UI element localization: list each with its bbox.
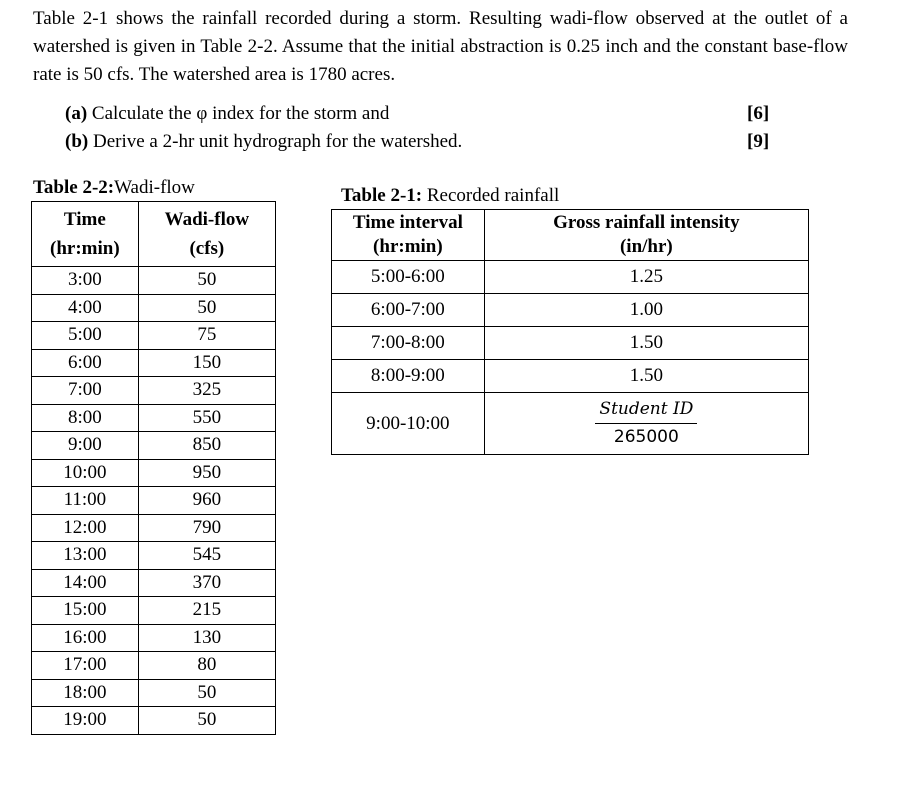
table-2-1-caption [341, 184, 559, 208]
wadi-flow-cell: 790 [138, 514, 275, 542]
question-b-text: Derive a 2-hr unit hydrograph for the watershed. [88, 131, 463, 152]
question-b-label: (b) [65, 131, 89, 152]
table-row [32, 597, 276, 625]
table-row [32, 377, 276, 405]
time-cell: 9:00 [32, 432, 139, 460]
time-interval-cell: 5:00-6:00 [332, 261, 485, 294]
rainfall-intensity-fraction-cell [484, 393, 808, 455]
header-time-line2: (hr:min) [50, 238, 120, 259]
question-a-points: [6] [747, 103, 770, 124]
header-time-line1: Time [63, 209, 106, 230]
time-cell: 6:00 [32, 349, 139, 377]
time-cell: 13:00 [32, 542, 139, 570]
student-id-fraction [595, 397, 697, 450]
time-cell: 11:00 [32, 487, 139, 515]
table-2-1-caption-label: Table 2-1: [341, 185, 423, 206]
fraction-numerator: Student ID [595, 397, 697, 424]
wadi-flow-cell: 850 [138, 432, 275, 460]
wadi-flow-cell: 80 [138, 652, 275, 680]
time-cell: 7:00 [32, 377, 139, 405]
table-header-row [32, 202, 276, 267]
rainfall-intensity-cell: 1.50 [484, 360, 808, 393]
header-time [32, 202, 139, 267]
table-row [332, 393, 809, 455]
time-cell: 12:00 [32, 514, 139, 542]
rainfall-intensity-cell: 1.50 [484, 327, 808, 360]
time-cell: 14:00 [32, 569, 139, 597]
problem-statement: Table 2-1 shows the rainfall recorded during a storm. Resulting wadi-flow observed at the outlet of a watershed is given in Table 2-2. Assume that the initial abstraction is 0.25 inch and the constant base-flow rate is 50 cfs. The watershed area is 1780 acres. [33, 8, 848, 85]
time-interval-cell: 6:00-7:00 [332, 294, 485, 327]
wadi-flow-cell: 550 [138, 404, 275, 432]
time-cell: 15:00 [32, 597, 139, 625]
table-row [32, 404, 276, 432]
header-wadi-flow-line2: (cfs) [189, 238, 225, 259]
table-row [32, 349, 276, 377]
table-row [32, 459, 276, 487]
table-row [32, 542, 276, 570]
table-row [32, 652, 276, 680]
wadi-flow-cell: 50 [138, 267, 275, 295]
question-a [65, 100, 785, 128]
table-2-2-caption-label: Table 2-2: [33, 177, 115, 198]
header-wadi-flow [138, 202, 275, 267]
table-row [32, 322, 276, 350]
time-cell: 17:00 [32, 652, 139, 680]
table-row [32, 514, 276, 542]
time-cell: 18:00 [32, 679, 139, 707]
header-rainfall-intensity [484, 210, 808, 261]
header-rainfall-intensity-line1: Gross rainfall intensity [553, 212, 740, 233]
table-2-2-caption [33, 176, 195, 200]
time-cell: 10:00 [32, 459, 139, 487]
recorded-rainfall-table [331, 209, 809, 455]
time-cell: 16:00 [32, 624, 139, 652]
header-rainfall-intensity-line2: (in/hr) [619, 236, 673, 257]
table-2-1-caption-text: Recorded rainfall [422, 185, 560, 206]
time-interval-cell: 8:00-9:00 [332, 360, 485, 393]
table-row [332, 294, 809, 327]
table-row [32, 569, 276, 597]
question-b [65, 128, 785, 156]
header-time-interval-line2: (hr:min) [373, 236, 443, 257]
wadi-flow-cell: 215 [138, 597, 275, 625]
wadi-flow-cell: 950 [138, 459, 275, 487]
table-row [332, 360, 809, 393]
wadi-flow-cell: 50 [138, 294, 275, 322]
table-row [32, 624, 276, 652]
header-time-interval-line1: Time interval [352, 212, 463, 233]
table-row [32, 707, 276, 735]
time-cell: 19:00 [32, 707, 139, 735]
wadi-flow-cell: 960 [138, 487, 275, 515]
wadi-flow-cell: 130 [138, 624, 275, 652]
time-cell: 8:00 [32, 404, 139, 432]
table-row [32, 432, 276, 460]
header-wadi-flow-line1: Wadi-flow [164, 209, 250, 230]
wadi-flow-cell: 75 [138, 322, 275, 350]
header-time-interval [332, 210, 485, 261]
time-cell: 3:00 [32, 267, 139, 295]
table-row [32, 294, 276, 322]
table-row [32, 487, 276, 515]
table-row [332, 261, 809, 294]
time-cell: 5:00 [32, 322, 139, 350]
wadi-flow-cell: 370 [138, 569, 275, 597]
question-b-points: [9] [747, 131, 770, 152]
wadi-flow-cell: 545 [138, 542, 275, 570]
wadi-flow-cell: 50 [138, 707, 275, 735]
wadi-flow-cell: 325 [138, 377, 275, 405]
table-header-row [332, 210, 809, 261]
rainfall-intensity-cell: 1.00 [484, 294, 808, 327]
time-interval-cell: 9:00-10:00 [332, 393, 485, 455]
table-row [32, 679, 276, 707]
fraction-denominator: 265000 [613, 427, 679, 447]
question-a-text: Calculate the φ index for the storm and [87, 103, 390, 124]
wadi-flow-cell: 50 [138, 679, 275, 707]
time-interval-cell: 7:00-8:00 [332, 327, 485, 360]
wadi-flow-cell: 150 [138, 349, 275, 377]
time-cell: 4:00 [32, 294, 139, 322]
question-a-label: (a) [65, 103, 88, 124]
table-2-2-caption-text: Wadi-flow [114, 177, 195, 198]
wadi-flow-table [31, 201, 276, 735]
table-row [332, 327, 809, 360]
table-row [32, 267, 276, 295]
rainfall-intensity-cell: 1.25 [484, 261, 808, 294]
